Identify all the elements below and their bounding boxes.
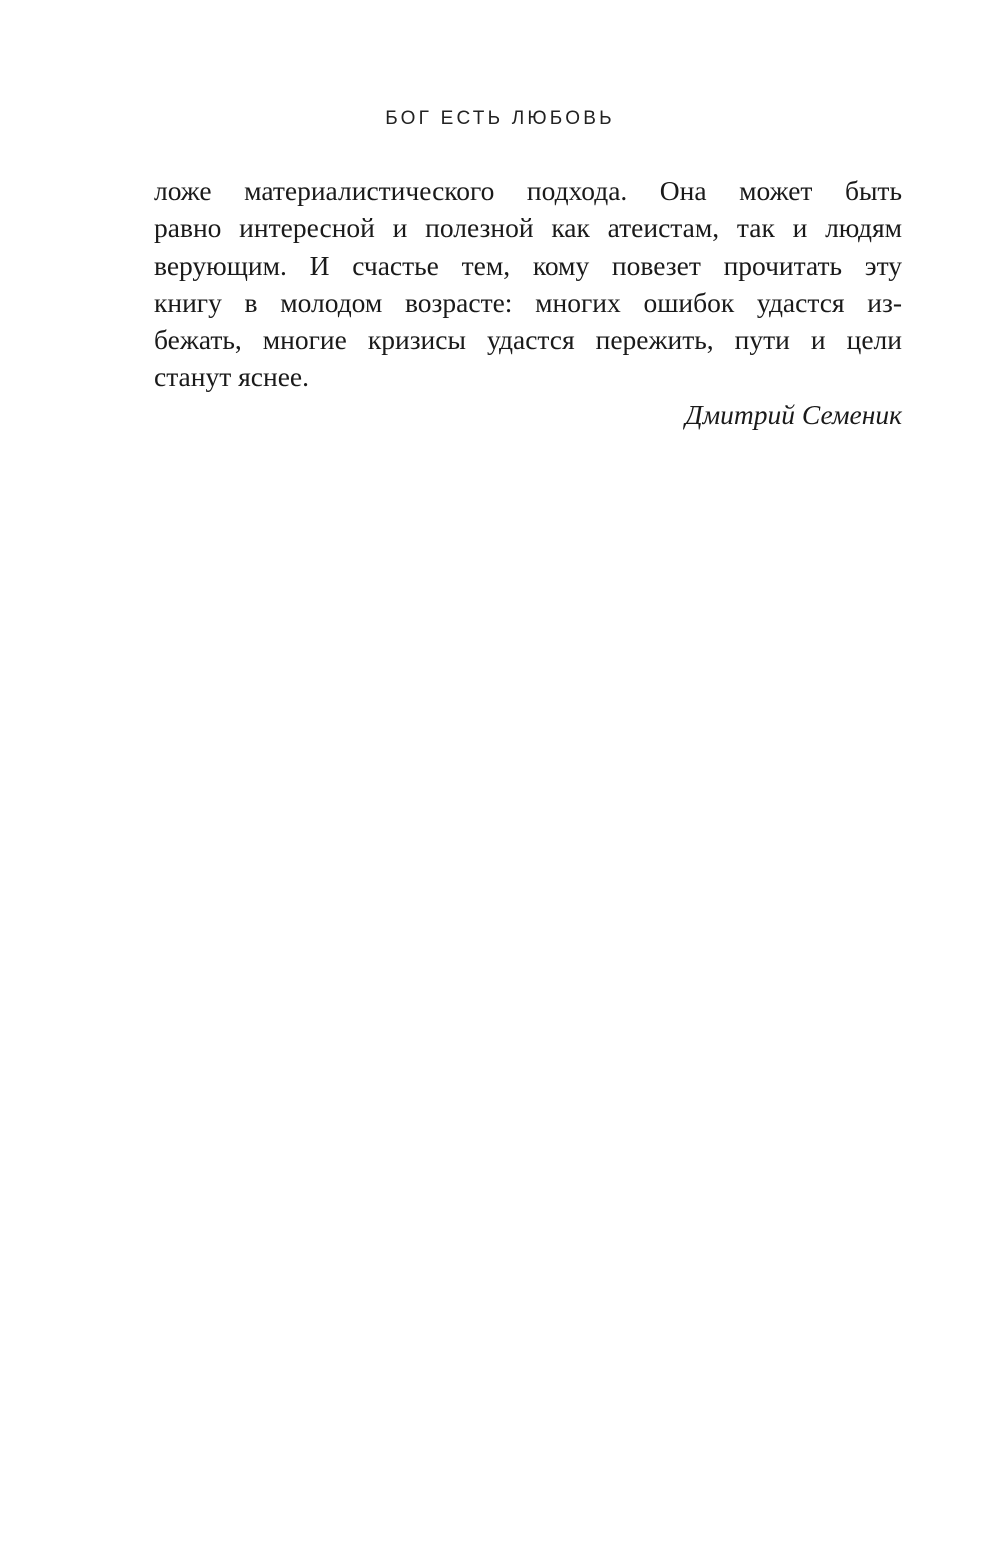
text-line: ложе материалистического подхода. Она может быть: [154, 175, 902, 206]
text-line: станут яснее.: [154, 361, 309, 393]
text-line: бежать, многие кризисы удастся пережить, пути и цели: [154, 324, 902, 356]
body-text: [154, 172, 902, 433]
text-line: верующим. И счастье тем, кому повезет прочитать эту: [154, 249, 902, 281]
text-line: равно интересной и полезной как атеистам, так и людям: [154, 212, 902, 244]
author-signature: Дмитрий Семеник: [685, 398, 902, 430]
text-line: книгу в молодом возрасте: многих ошибок удастся из-: [154, 286, 902, 318]
running-header: БОГ ЕСТЬ ЛЮБОВЬ: [385, 108, 615, 129]
